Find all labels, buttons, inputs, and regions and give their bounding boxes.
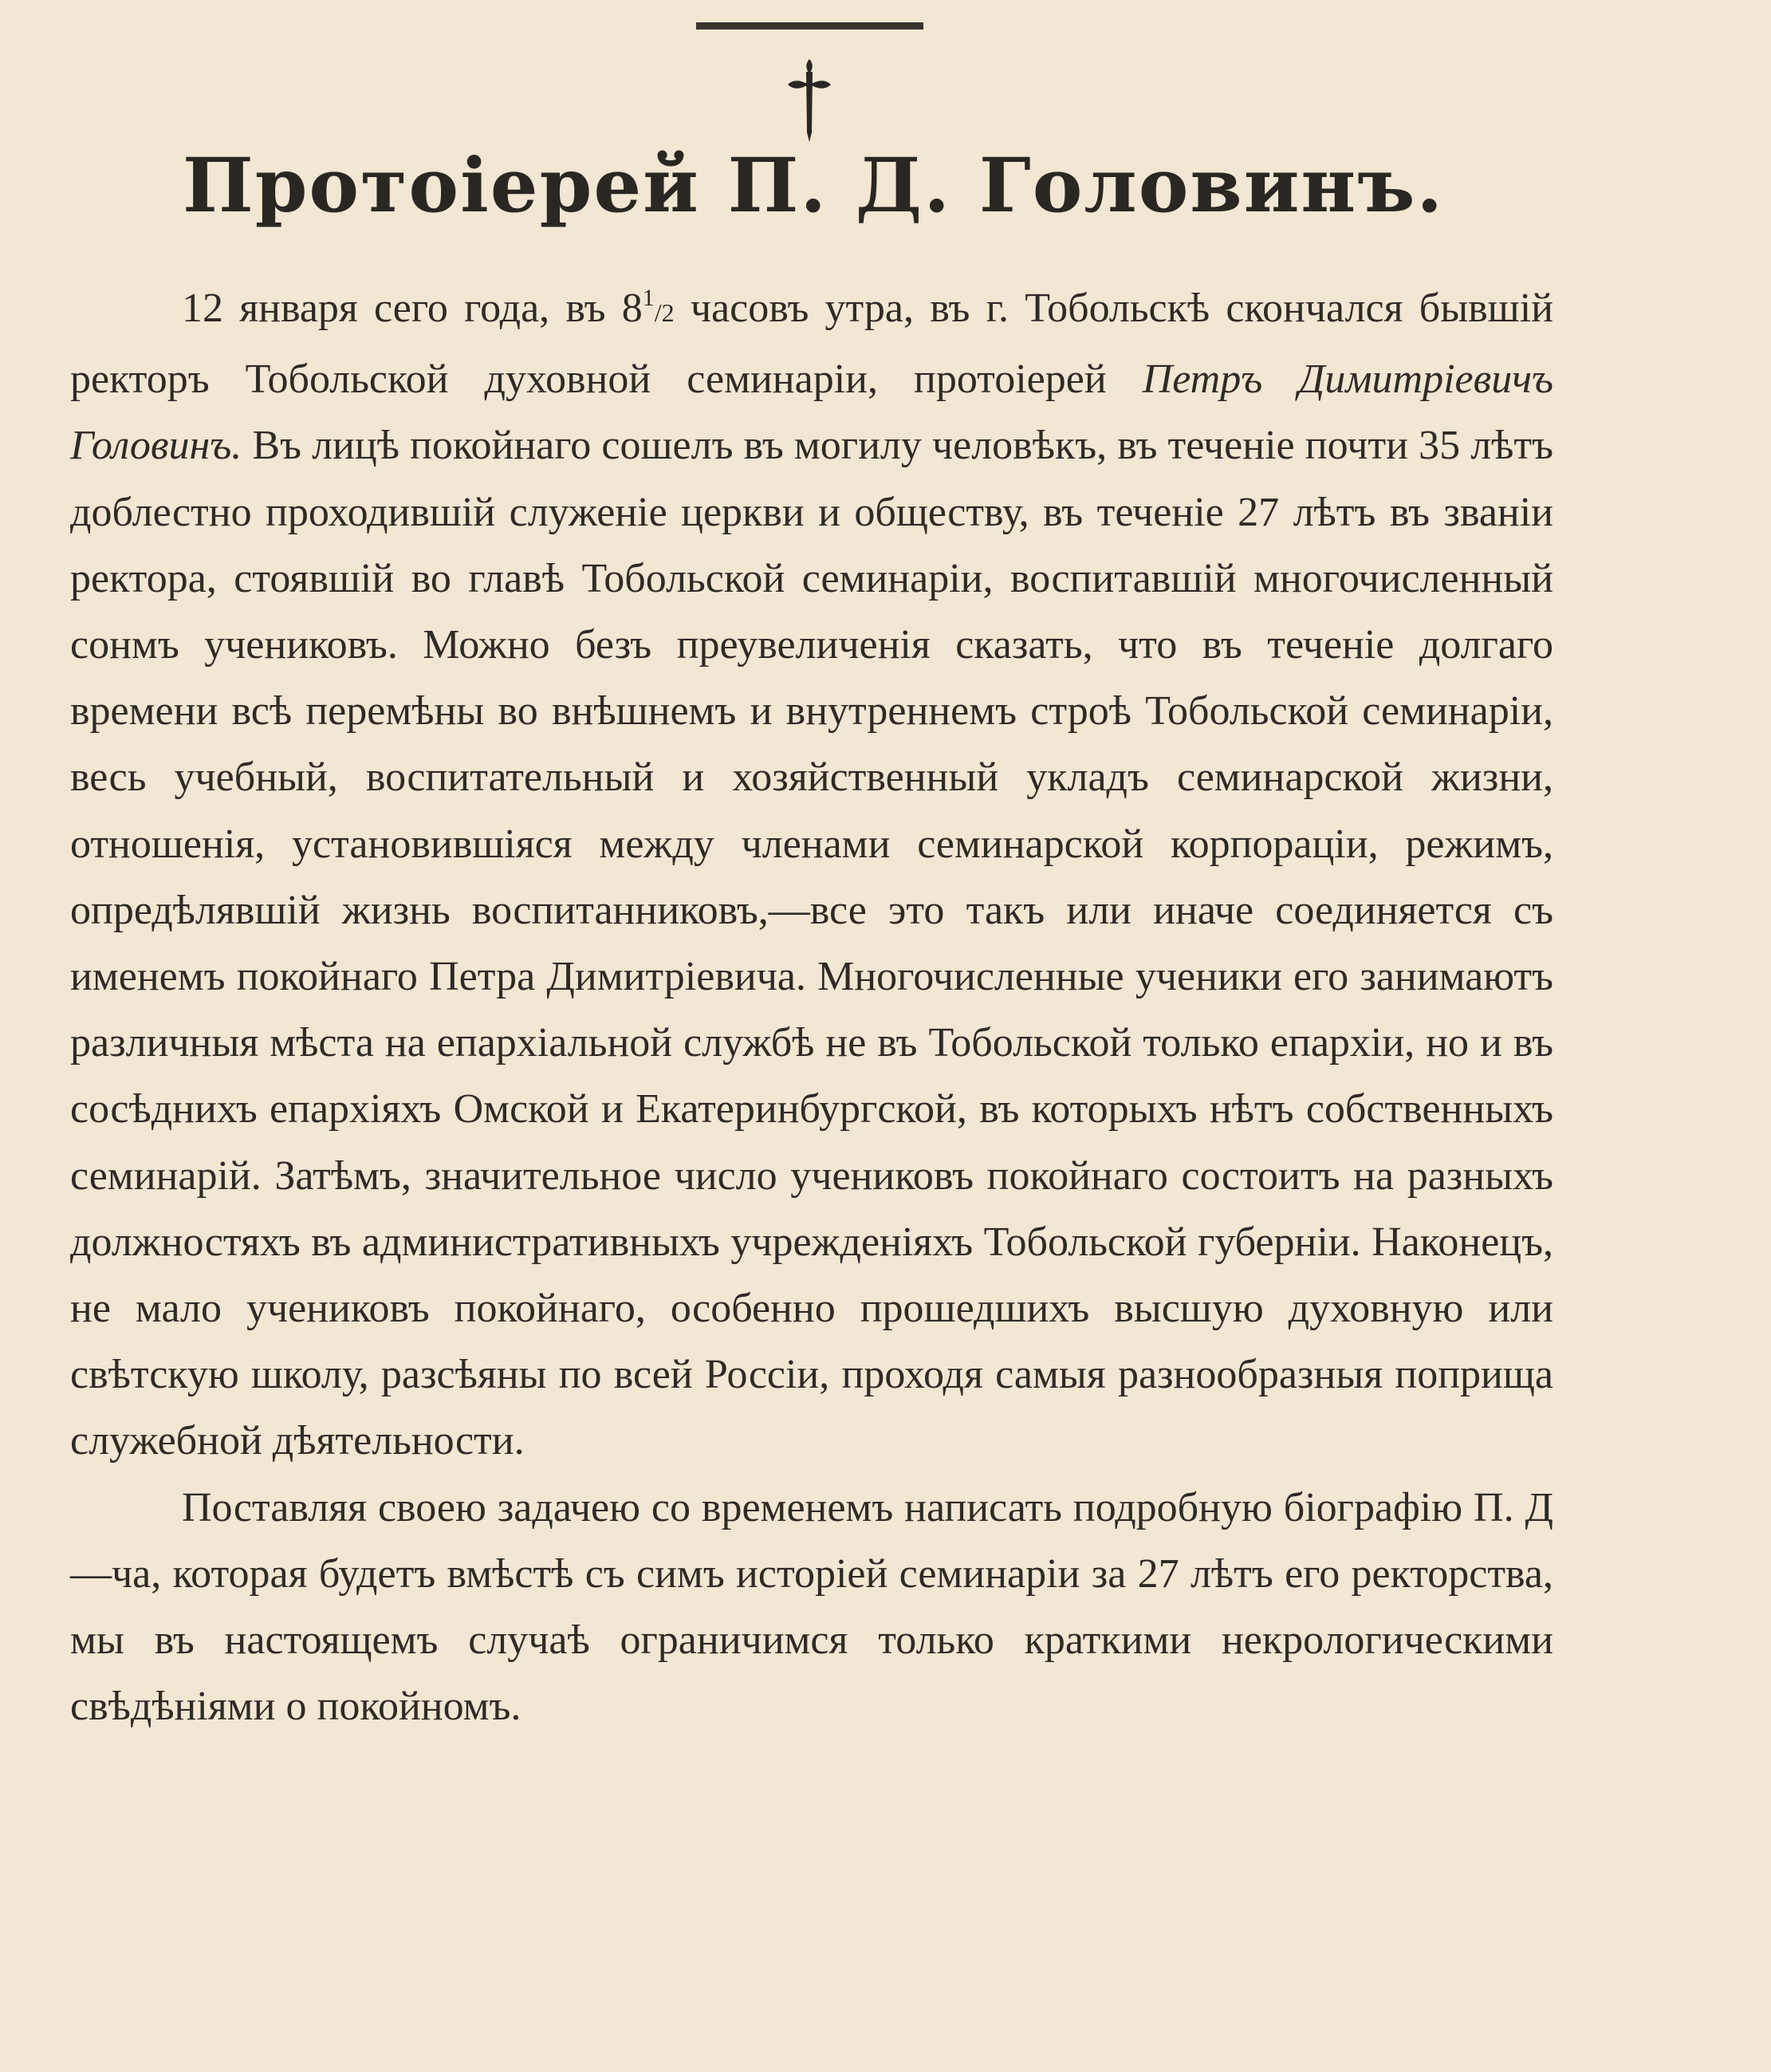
paragraph-1 xyxy=(70,265,1553,1475)
paragraph-1-rest: Въ лицѣ покойнаго сошелъ въ могилу человѣкъ, въ теченіе почти 35 лѣтъ доблестно проходившій служеніе церкви и обществу, въ теченіе 27 лѣтъ въ званіи ректора, стоявшій во главѣ Тобольской семинаріи, воспитавшій многочисленный сонмъ учениковъ. Можно безъ преувеличенія сказать, что въ теченіе долгаго времени всѣ перемѣны во внѣшнемъ и внутреннемъ строѣ Тобольской семинаріи, весь учебный, воспитательный и хозяйственный укладъ семинарской жизни, отношенія, установившіяся между членами семинарской корпораціи, режимъ, опредѣлявшій жизнь воспитанниковъ,—все это такъ или иначе соединяется съ именемъ покойнаго Петра Димитріевича. Многочисленные ученики его занимаютъ различныя мѣста на епархіальной службѣ не въ Тобольской только епархіи, но и въ сосѣднихъ епархіяхъ Омской и Екатеринбургской, въ которыхъ нѣтъ собственныхъ семинарій. Затѣмъ, значительное число учениковъ покойнаго состоитъ на разныхъ должностяхъ въ административныхъ учрежденіяхъ Тобольской губерніи. Наконецъ, не мало учениковъ покойнаго, особенно прошедшихъ высшую духовную или свѣтскую школу, разсѣяны по всей Россіи, проходя самыя разнообразныя поприща служебной дѣятельности. xyxy=(70,423,1553,1464)
fraction-numerator: 1 xyxy=(642,285,655,311)
person-name: Петръ Димитріевичъ Головинъ. xyxy=(70,356,1554,469)
paragraph-1-lead: 12 января сего года, въ 8 xyxy=(182,286,643,331)
article-body xyxy=(70,265,1553,1739)
paragraph-2: Поставляя своею задачею со временемъ написать подробную біографію П. Д—ча, которая будетъ вмѣстѣ съ симъ исторіей семинаріи за 27 лѣтъ его ректорства, мы въ настоящемъ случаѣ ограничимся только краткими некрологическими свѣдѣніями о покойномъ. xyxy=(70,1484,1553,1730)
page-title: Протоіерей П. Д. Головинъ. xyxy=(182,142,1445,230)
fraction-denominator: /2 xyxy=(654,298,675,327)
top-rule xyxy=(696,22,923,30)
orthodox-cross-icon xyxy=(781,56,837,144)
paragraph-1-after-fraction: часовъ утра, въ г. Тобольскѣ скончался бывшій ректоръ Тобольской духовной семинаріи, протоіерей xyxy=(70,286,1553,403)
